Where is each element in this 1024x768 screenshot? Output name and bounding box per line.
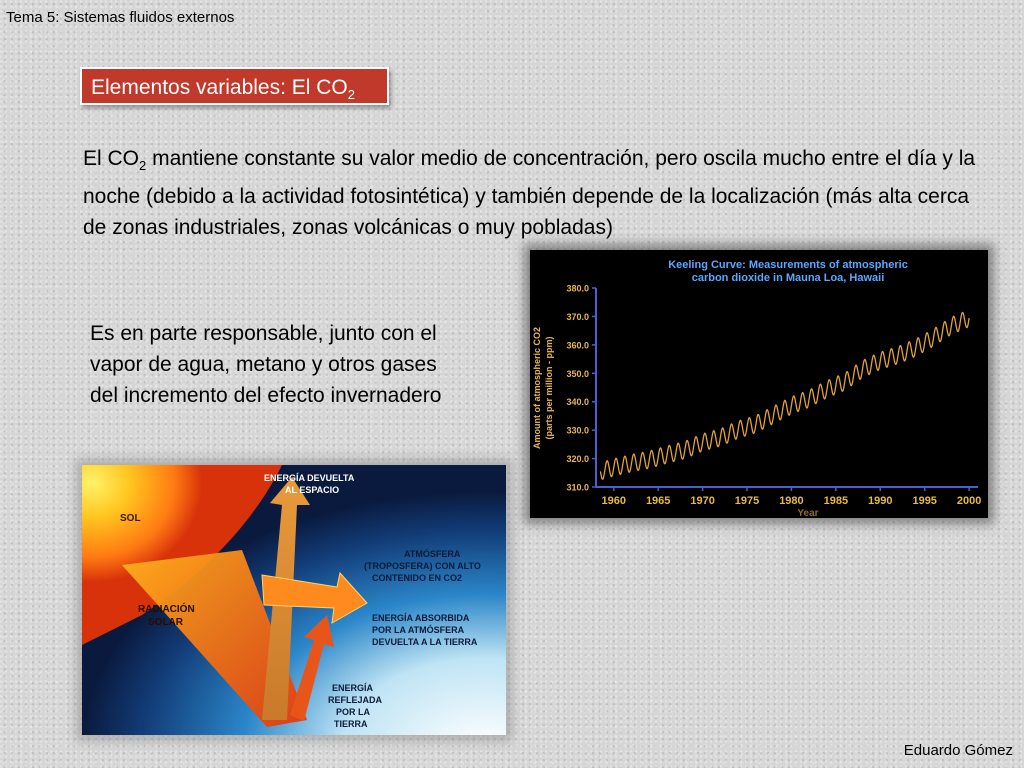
chart-y-tick-label: 330.0	[566, 425, 589, 436]
label-reflejada-line2: REFLEJADA	[328, 695, 382, 705]
chart-x-tick-label: 1960	[601, 495, 627, 507]
chart-y-tick-label: 350.0	[566, 368, 589, 379]
keeling-curve-chart	[530, 250, 988, 518]
label-absorbida-line2: POR LA ATMÓSFERA	[372, 625, 464, 635]
label-absorbida-line3: DEVUELTA A LA TIERRA	[372, 637, 478, 647]
label-energia-absorbida	[372, 613, 478, 647]
section-title: Elementos variables: El CO	[91, 76, 348, 99]
chart-y-axis-label-line: (parts per million - ppm)	[544, 336, 554, 440]
chart-y-tick-label: 310.0	[566, 482, 589, 493]
chart-y-tick-label: 360.0	[566, 340, 589, 351]
header-title: Tema 5: Sistemas fluidos externos	[6, 9, 235, 26]
chart-x-tick-label: 1990	[868, 495, 893, 507]
section-title-subscript: 2	[347, 87, 356, 103]
chart-y-tick-label: 380.0	[566, 283, 589, 294]
greenhouse-paragraph: Es en parte responsable, junto con el vapor de agua, metano y otros gases del incremento del efecto invernadero	[90, 322, 442, 407]
chart-x-tick-label: 1970	[690, 495, 715, 507]
label-reflejada-line4: TIERRA	[334, 719, 368, 729]
chart-title-line: carbon dioxide in Mauna Loa, Hawaii	[691, 272, 885, 284]
chart-title-line: Keeling Curve: Measurements of atmospheric	[668, 259, 908, 271]
chart-x-tick-label: 1965	[645, 495, 671, 507]
label-devuelta-line2: AL ESPACIO	[285, 485, 340, 495]
label-atmosfera-line2: (TROPOSFERA) CON ALTO	[364, 561, 481, 571]
co2-paragraph-prefix: El CO	[83, 147, 140, 170]
chart-x-tick-label: 2000	[956, 495, 982, 507]
label-devuelta-line1: ENERGÍA DEVUELTA	[264, 473, 355, 483]
chart-series-line	[600, 312, 969, 479]
label-radiacion-line2: SOLAR	[148, 617, 183, 628]
chart-y-tick-label: 320.0	[566, 454, 589, 465]
chart-y-axis-label-line: Amount of atmospheric CO2	[532, 326, 542, 450]
label-atmosfera-line1: ATMÓSFERA	[404, 549, 460, 559]
chart-x-tick-label: 1995	[912, 495, 937, 507]
label-reflejada-line3: POR LA	[336, 707, 370, 717]
chart-y-tick-label: 370.0	[566, 311, 589, 322]
section-title-box	[80, 67, 389, 105]
chart-x-axis-label: Year	[797, 508, 819, 518]
greenhouse-illustration	[82, 465, 506, 735]
label-reflejada-line1: ENERGÍA	[332, 683, 373, 693]
label-absorbida-line1: ENERGÍA ABSORBIDA	[372, 613, 470, 623]
chart-x-tick-label: 1985	[823, 495, 849, 507]
chart-y-tick-label: 340.0	[566, 397, 589, 408]
footer-author: Eduardo Gómez	[903, 742, 1013, 759]
co2-paragraph	[83, 143, 983, 243]
keeling-curve-svg	[530, 250, 988, 518]
co2-paragraph-subscript: 2	[139, 158, 147, 174]
chart-x-tick-label: 1980	[779, 495, 804, 507]
chart-x-tick-label: 1975	[734, 495, 760, 507]
label-radiacion-line1: RADIACIÓN	[138, 604, 195, 615]
label-sol: SOL	[120, 513, 141, 524]
greenhouse-diagram	[82, 465, 506, 735]
label-atmosfera-line3: CONTENIDO EN CO2	[372, 573, 463, 583]
co2-paragraph-text: mantiene constante su valor medio de concentración, pero oscila mucho entre el día y la noche (debido a la actividad fotosintética) y también depende de la localización (más alta cerca de zonas industriales, zonas volcánicas o muy pobladas)	[83, 147, 976, 240]
